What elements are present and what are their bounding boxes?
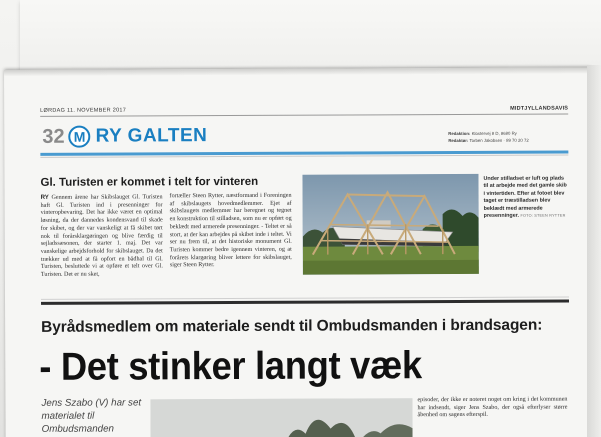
paper-logo-icon: M <box>68 126 90 148</box>
photo-caption <box>483 176 567 221</box>
dateline: LØRDAG 11. NOVEMBER 2017 <box>40 107 127 114</box>
story1-column1 <box>41 193 163 279</box>
header-rule <box>40 114 568 117</box>
story1-dateline-lead: RY <box>40 193 49 201</box>
section-header <box>42 123 207 150</box>
info-label: Redaktion: <box>448 130 471 137</box>
story2-column: episoder, der ikke er noteret noget om kring i det kommunen har indsendt, siger Jens Szabo, der også efterlyser større åbenhed om sagens efterspil. <box>417 396 568 419</box>
photo-credit: FOTO: STEEN RYTTER <box>520 213 566 218</box>
story2-kicker: Byrådsmedlem om materiale sendt til Ombudsmanden i brandsagen: <box>41 316 543 336</box>
fold-shadow <box>4 67 590 76</box>
section-contact-info: Redaktion: Klostervej 8 D, 8680 Ry Redaktør: Torben Jakobsen · 89 70 20 72 <box>448 130 529 144</box>
caption-text: Under stilladset er luft og plads til at arbejde med det gamle skib i vintertiden. Efter at fotoet blev taget er træstilladsen blev beklædt med armerede presenninger. <box>483 175 567 219</box>
info-editor: Torben Jakobsen <box>469 137 503 143</box>
newspaper-page <box>4 67 592 437</box>
section-name: RY GALTEN <box>95 125 208 147</box>
page-edge-shadow <box>587 65 601 437</box>
info-label: Redaktør: <box>448 137 469 144</box>
story1-column2: fortæller Steen Rytter, næstformand i Foreningen af skibslaugets hovedmedlemmer. Ejet af skibslaugets medlemmer har beregnet og tegnet en konstruktion til stilladsen, som nu er opført og beklædt med armerede presenninger. - Teltet er så stort, at der kan arbejdes på skibet inde i teltet. Vi ser nu frem til, at det historiske monument Gl. Turisten kommer bedre igennem vinteren, og at forårets klargøring bliver lettere for skibslauget, siger Steen Rytter. <box>169 192 292 269</box>
story1-headline: Gl. Turisten er kommet i telt for vinteren <box>40 175 259 189</box>
boat-in-scaffold-photo <box>302 174 478 275</box>
info-address: Klostervej 8 D, 8680 Ry <box>471 130 517 136</box>
page-number: 32 <box>42 125 65 148</box>
story2-headline: - Det stinker langt væk <box>39 344 422 389</box>
story-divider <box>41 300 569 305</box>
info-phone: 89 70 20 72 <box>506 137 529 143</box>
story1-column1-text: Gennem årene har Skibslauget Gl. Turisten haft Gl. Turisten ind i presenninger for vinteropbevaring. Det har ikke været en optimal løsning, da der dannedes kondensvand til skade for skibet, og der var vanskeligt at få skibet tørt nok til forårsklargøringen og blive færdig til sejladssæsonen, der starter 1. maj. Det var vanskelige arbejdsforhold for skibslauget. Da det trækker ud med at få opfort en bådhal til Gl. Turisten, besluttede vi at opføre et telt over Gl. Turisten. Det er nu sket, <box>40 194 163 278</box>
folded-back-sheet <box>20 0 601 75</box>
paper-name: MIDTJYLLANDSAVIS <box>510 105 569 112</box>
trees-photo <box>150 398 412 437</box>
story2-intro: Jens Szabo (V) har set materialet til Ombudsmanden <box>41 397 142 435</box>
